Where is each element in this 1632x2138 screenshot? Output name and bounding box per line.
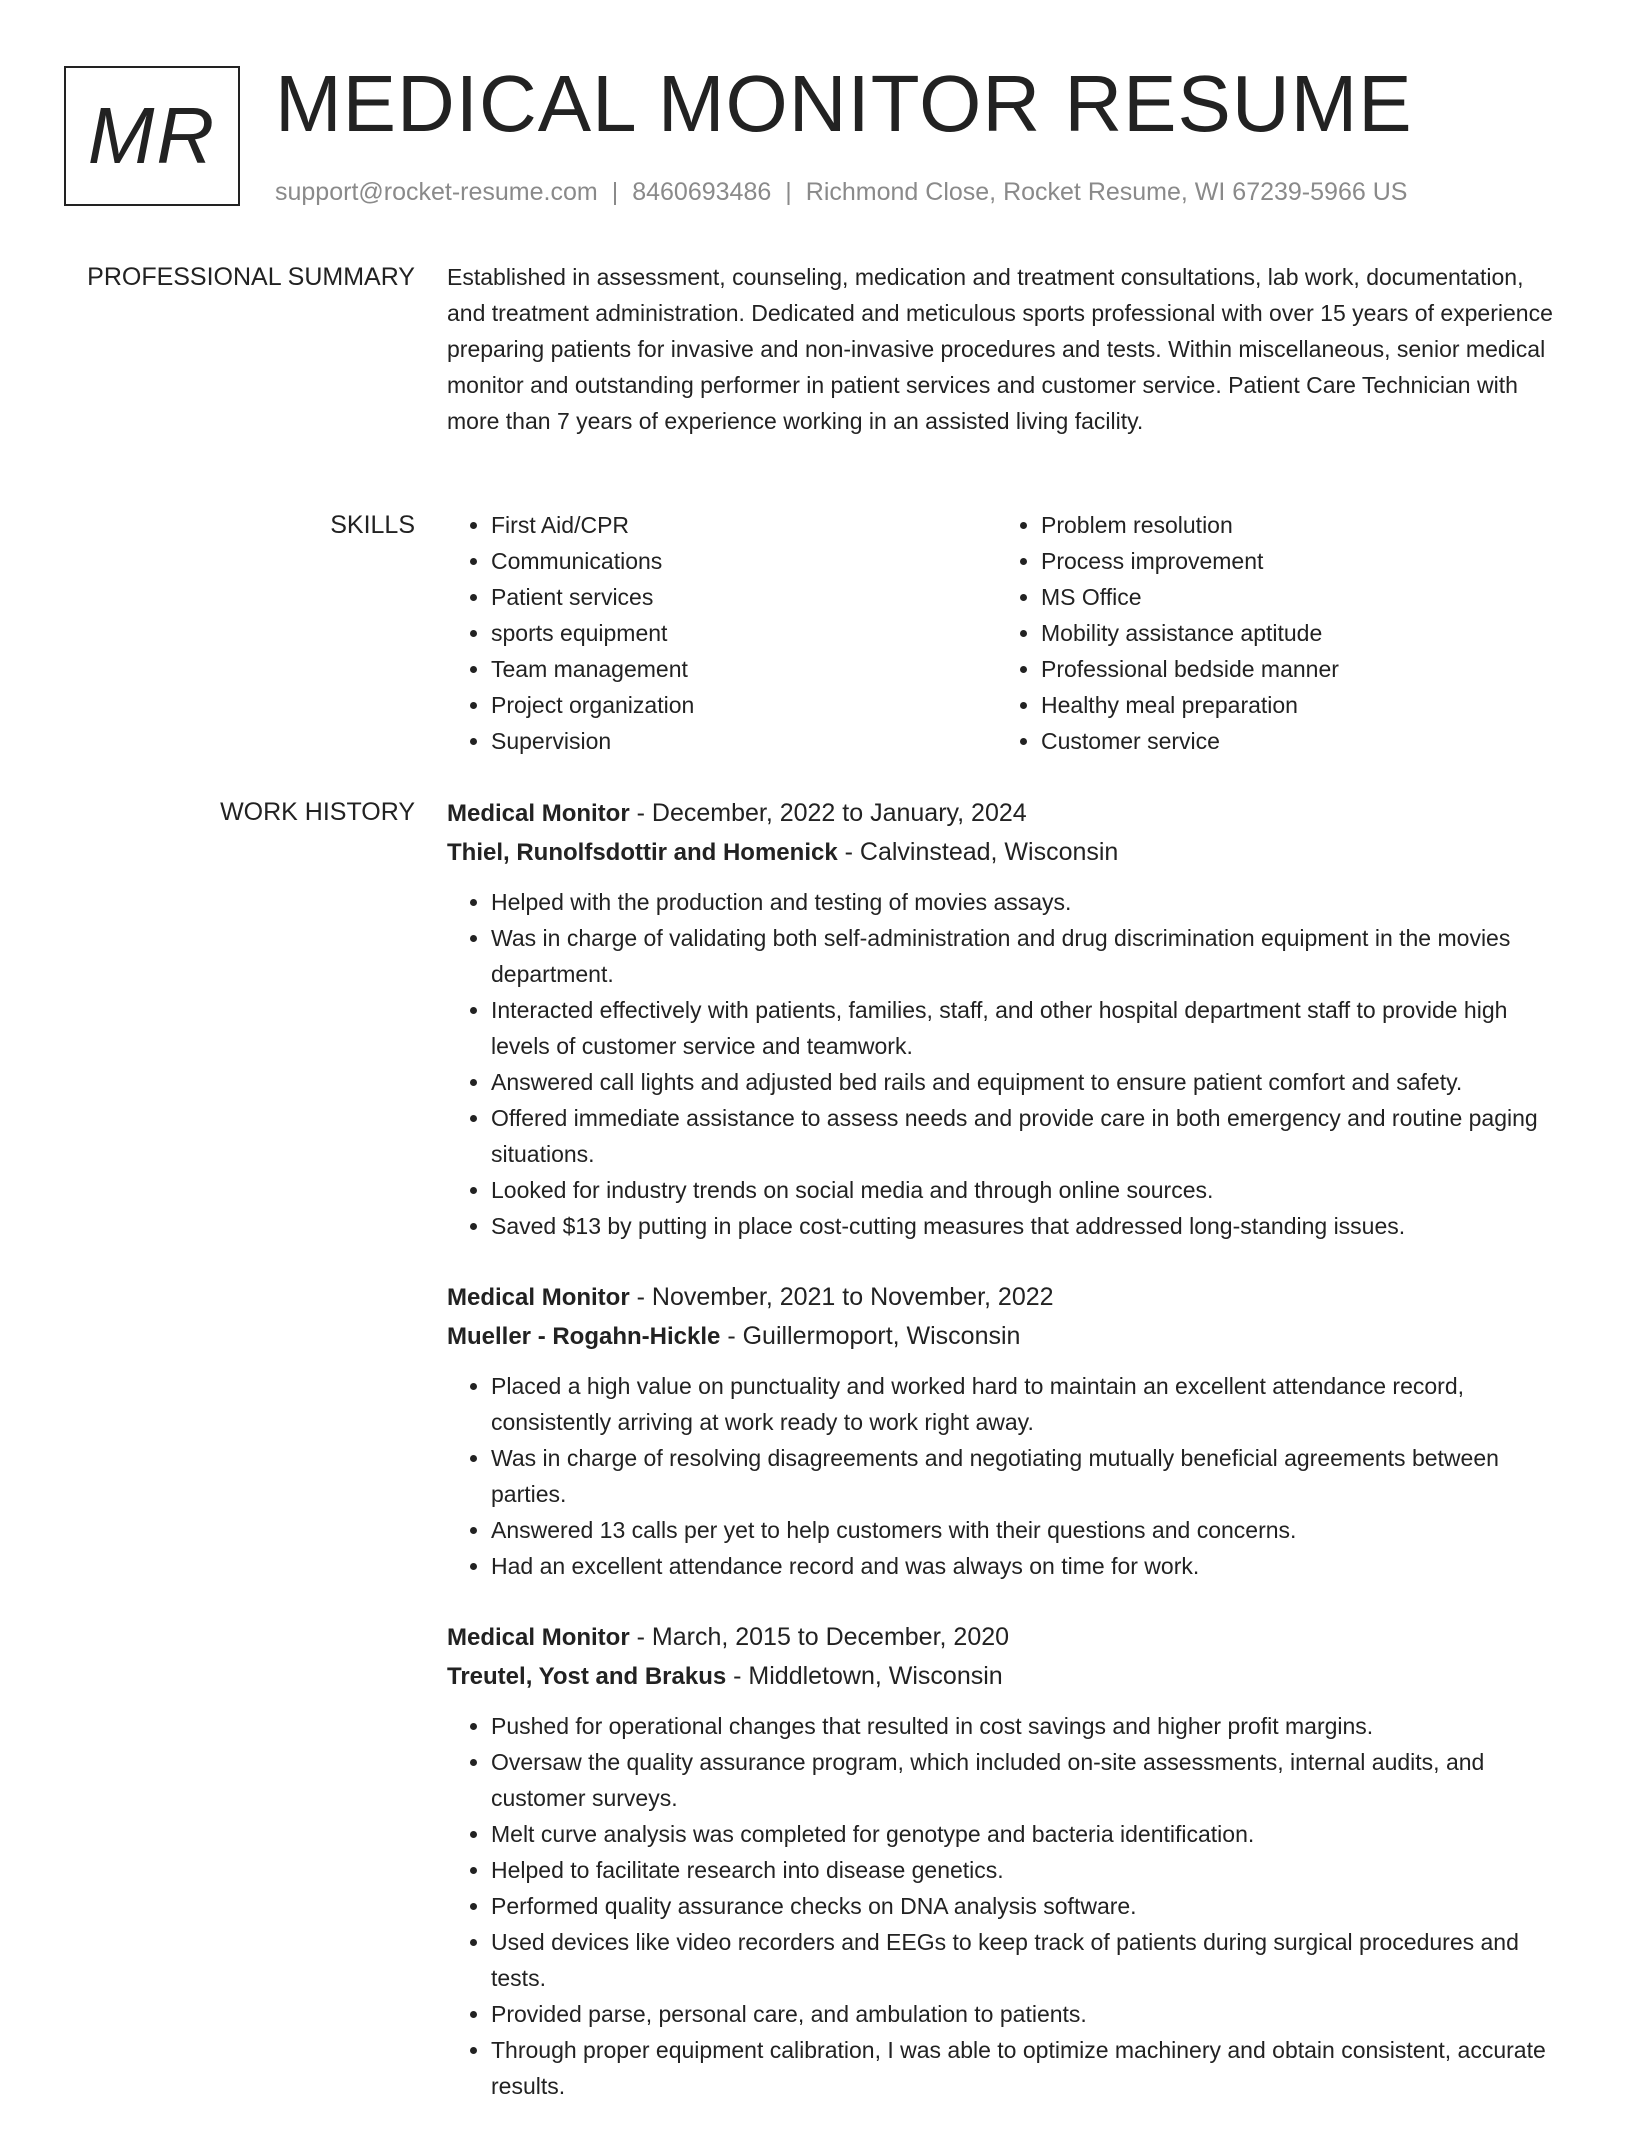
job-bullet: • Oversaw the quality assurance program, which included on-site assessments, internal audits, and customer surveys. <box>491 1744 1567 1816</box>
job-bullet: • Looked for industry trends on social media and through online sources. <box>491 1172 1567 1208</box>
job-location: - Calvinstead, Wisconsin <box>837 838 1119 866</box>
job-dates: - December, 2022 to January, 2024 <box>629 799 1027 827</box>
job-entry <box>447 1618 1567 2104</box>
skill-item: • First Aid/CPR <box>491 507 997 543</box>
job-company-line <box>447 1317 1567 1356</box>
skills-list-left <box>447 507 997 759</box>
job-dates: - November, 2021 to November, 2022 <box>629 1283 1054 1311</box>
contact-separator: | <box>611 178 619 206</box>
job-entry <box>447 1278 1567 1584</box>
contact-email: support@rocket-resume.com <box>275 178 598 206</box>
skill-item: • Patient services <box>491 579 997 615</box>
skill-item: • Process improvement <box>1041 543 1547 579</box>
job-company: Treutel, Yost and Brakus <box>447 1663 727 1690</box>
skill-item: • MS Office <box>1041 579 1547 615</box>
job-bullet: • Helped to facilitate research into disease genetics. <box>491 1852 1567 1888</box>
skill-item: • Healthy meal preparation <box>1041 687 1547 723</box>
monogram: MR <box>64 66 240 206</box>
job-bullet: • Answered 13 calls per yet to help customers with their questions and concerns. <box>491 1512 1567 1548</box>
skill-item: • Mobility assistance aptitude <box>1041 615 1547 651</box>
job-title: Medical Monitor <box>447 800 630 827</box>
job-bullet: • Melt curve analysis was completed for genotype and bacteria identification. <box>491 1816 1567 1852</box>
job-bullet: • Helped with the production and testing of movies assays. <box>491 884 1567 920</box>
job-bullets <box>447 884 1567 1244</box>
job-bullets <box>447 1708 1567 2104</box>
job-title-line <box>447 1618 1567 1657</box>
job-bullet: • Was in charge of resolving disagreements and negotiating mutually beneficial agreements between parties. <box>491 1440 1567 1512</box>
job-company: Thiel, Runolfsdottir and Homenick <box>447 839 838 866</box>
skills-body <box>447 507 1567 759</box>
work-body <box>447 794 1567 2138</box>
job-entry <box>447 794 1567 1244</box>
job-bullet: • Had an excellent attendance record and was always on time for work. <box>491 1548 1567 1584</box>
contact-line <box>275 174 1407 210</box>
job-bullet: • Answered call lights and adjusted bed rails and equipment to ensure patient comfort and safety. <box>491 1064 1567 1100</box>
skills-list-right <box>997 507 1547 759</box>
summary-text: Established in assessment, counseling, medication and treatment consultations, lab work, documentation, and treatment administration. Dedicated and meticulous sports professional with over 15 years of experience preparing patients for invasive and non-invasive procedures and tests. Within miscellaneous, senior medical monitor and outstanding performer in patient services and customer service. Patient Care Technician with more than 7 years of experience working in an assisted living facility. <box>447 264 1553 434</box>
contact-phone: 8460693486 <box>632 178 772 206</box>
skill-item: • Team management <box>491 651 997 687</box>
job-bullet: • Provided parse, personal care, and ambulation to patients. <box>491 1996 1567 2032</box>
skill-item: • Problem resolution <box>1041 507 1547 543</box>
job-title: Medical Monitor <box>447 1624 630 1651</box>
section-label-skills: SKILLS <box>330 511 415 539</box>
job-bullet: • Offered immediate assistance to assess needs and provide care in both emergency and routine paging situations. <box>491 1100 1567 1172</box>
contact-address: Richmond Close, Rocket Resume, WI 67239-5966 US <box>805 178 1408 206</box>
job-bullet: • Saved $13 by putting in place cost-cutting measures that addressed long-standing issues. <box>491 1208 1567 1244</box>
job-location: - Guillermoport, Wisconsin <box>720 1322 1021 1350</box>
skill-item: • sports equipment <box>491 615 997 651</box>
skill-item: • Project organization <box>491 687 997 723</box>
job-bullet: • Used devices like video recorders and EEGs to keep track of patients during surgical procedures and tests. <box>491 1924 1567 1996</box>
job-bullet: • Placed a high value on punctuality and worked hard to maintain an excellent attendance record, consistently arriving at work ready to work right away. <box>491 1368 1567 1440</box>
job-company-line <box>447 1657 1567 1696</box>
summary-body <box>447 259 1567 439</box>
job-company-line <box>447 833 1567 872</box>
skill-item: • Professional bedside manner <box>1041 651 1547 687</box>
skill-item: • Customer service <box>1041 723 1547 759</box>
job-dates: - March, 2015 to December, 2020 <box>629 1623 1010 1651</box>
skill-item: • Supervision <box>491 723 997 759</box>
job-bullet: • Pushed for operational changes that resulted in cost savings and higher profit margins. <box>491 1708 1567 1744</box>
section-label-work: WORK HISTORY <box>220 798 415 826</box>
job-location: - Middletown, Wisconsin <box>726 1662 1003 1690</box>
job-bullets <box>447 1368 1567 1584</box>
contact-separator: | <box>785 178 792 206</box>
job-bullet: • Interacted effectively with patients, families, staff, and other hospital department staff to provide high levels of customer service and teamwork. <box>491 992 1567 1064</box>
job-bullet: • Was in charge of validating both self-administration and drug discrimination equipment in the movies department. <box>491 920 1567 992</box>
job-title: Medical Monitor <box>447 1284 630 1311</box>
section-label-summary: PROFESSIONAL SUMMARY <box>87 263 415 291</box>
skill-item: • Communications <box>491 543 997 579</box>
resume-title: MEDICAL MONITOR RESUME <box>275 59 1413 148</box>
job-bullet: • Performed quality assurance checks on DNA analysis software. <box>491 1888 1567 1924</box>
job-title-line <box>447 794 1567 833</box>
job-company: Mueller - Rogahn-Hickle <box>447 1323 721 1350</box>
job-bullet: • Through proper equipment calibration, I was able to optimize machinery and obtain consistent, accurate results. <box>491 2032 1567 2104</box>
job-title-line <box>447 1278 1567 1317</box>
